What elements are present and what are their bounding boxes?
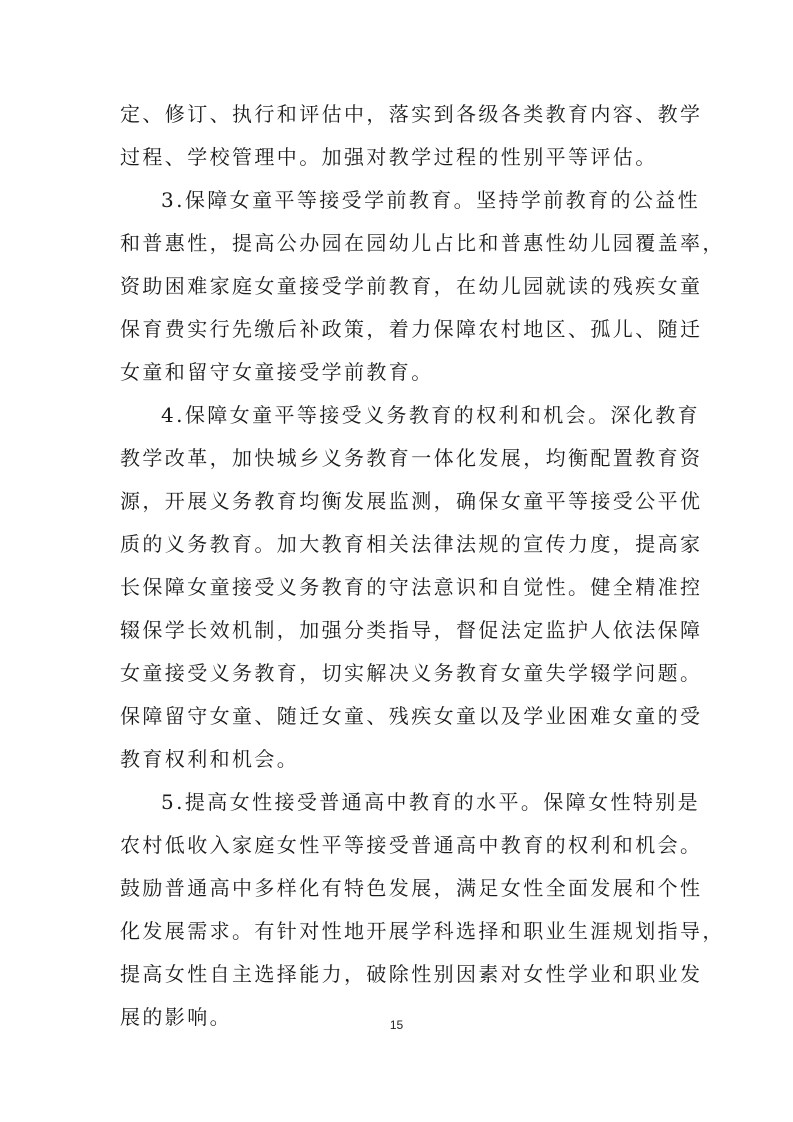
body-text-line: 农村低收入家庭女性平等接受普通高中教育的权利和机会。 xyxy=(120,833,703,857)
page-number: 15 xyxy=(389,1018,404,1032)
body-text-line: 女童接受义务教育，切实解决义务教育女童失学辍学问题。 xyxy=(120,661,703,685)
body-text-line: 鼓励普通高中多样化有特色发展，满足女性全面发展和个性 xyxy=(120,876,703,900)
body-text-line: 定、修订、执行和评估中，落实到各级各类教育内容、教学 xyxy=(120,102,703,126)
body-text-line: 展的影响。 xyxy=(120,1005,232,1029)
paragraph-5-heading-line: 5.提高女性接受普通高中教育的水平。保障女性特别是 xyxy=(161,790,701,814)
body-text-line: 保障留守女童、随迁女童、残疾女童以及学业困难女童的受 xyxy=(120,704,703,728)
body-text-line: 化发展需求。有针对性地开展学科选择和职业生涯规划指导， xyxy=(120,919,725,943)
body-text-line: 过程、学校管理中。加强对教学过程的性别平等评估。 xyxy=(120,145,658,169)
body-text-line: 教学改革，加快城乡义务教育一体化发展，均衡配置教育资 xyxy=(120,446,703,470)
body-text-line: 源，开展义务教育均衡发展监测，确保女童平等接受公平优 xyxy=(120,489,703,513)
body-text-line: 提高女性自主选择能力，破除性别因素对女性学业和职业发 xyxy=(120,962,703,986)
body-text-line: 保育费实行先缴后补政策，着力保障农村地区、孤儿、随迁 xyxy=(120,317,703,341)
body-text-line: 和普惠性，提高公办园在园幼儿占比和普惠性幼儿园覆盖率， xyxy=(120,231,725,255)
body-text-line: 教育权利和机会。 xyxy=(120,747,300,771)
body-text-line: 辍保学长效机制，加强分类指导，督促法定监护人依法保障 xyxy=(120,618,703,642)
paragraph-3-heading-line: 3.保障女童平等接受学前教育。坚持学前教育的公益性 xyxy=(161,188,701,212)
paragraph-4-heading-line: 4.保障女童平等接受义务教育的权利和机会。深化教育 xyxy=(161,403,701,427)
body-text-line: 质的义务教育。加大教育相关法律法规的宣传力度，提高家 xyxy=(120,532,703,556)
body-text-line: 资助困难家庭女童接受学前教育，在幼儿园就读的残疾女童 xyxy=(120,274,703,298)
body-text-line: 女童和留守女童接受学前教育。 xyxy=(120,360,434,384)
body-text-line: 长保障女童接受义务教育的守法意识和自觉性。健全精准控 xyxy=(120,575,703,599)
